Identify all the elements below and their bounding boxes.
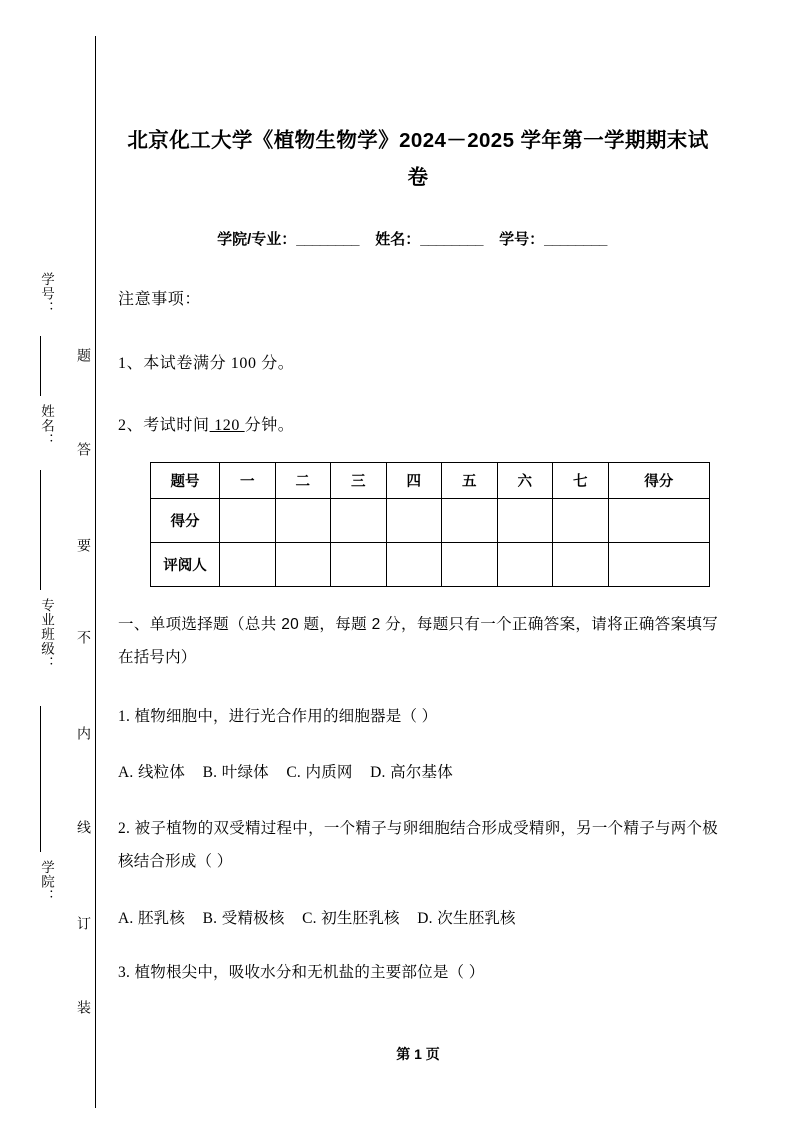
seal-char-da: 答 xyxy=(75,442,90,456)
score-table-cell[interactable] xyxy=(608,543,710,587)
option-letter: D. xyxy=(370,764,386,781)
option-letter: C. xyxy=(286,764,301,781)
question-text-3: 植物根尖中，吸收水分和无机盐的主要部位是（ ） xyxy=(134,964,485,981)
option-text: 内质网 xyxy=(305,764,353,781)
table-row xyxy=(151,463,710,499)
question-number-1: 1. xyxy=(118,708,131,725)
sidebar-label-college: 学院： xyxy=(39,860,54,904)
question-stem-3 xyxy=(118,956,718,989)
option-letter: C. xyxy=(302,910,317,927)
question-number-2: 2. xyxy=(118,820,131,837)
seal-char-nei: 内 xyxy=(75,726,90,740)
score-table-cell: 六 xyxy=(497,463,553,499)
notice-item-2-suffix: 分钟。 xyxy=(244,417,295,434)
seal-char-bu: 不 xyxy=(75,630,90,644)
score-table-cell[interactable] xyxy=(220,499,276,543)
score-table-cell[interactable] xyxy=(442,499,498,543)
exam-page-body xyxy=(118,0,718,1122)
field-label-college-major: 学院/专业： xyxy=(217,231,297,248)
field-label-student-id: 学号： xyxy=(499,231,545,248)
score-table-cell[interactable] xyxy=(386,499,442,543)
option-letter: B. xyxy=(202,764,218,781)
field-blank-name[interactable]: ________ xyxy=(420,231,483,248)
score-table-cell[interactable] xyxy=(275,543,331,587)
binding-divider-line xyxy=(95,36,96,1108)
table-row xyxy=(151,543,710,587)
option-letter: B. xyxy=(202,910,218,927)
sidebar-rule xyxy=(40,336,41,396)
question-text-2: 被子植物的双受精过程中，一个精子与卵细胞结合形成受精卵，另一个精子与两个极核结合形成（ ） xyxy=(118,820,718,870)
sidebar-label-name: 姓名： xyxy=(39,404,54,448)
field-blank-college-major[interactable]: ________ xyxy=(296,231,360,248)
student-info-line xyxy=(118,228,718,249)
option-letter: A. xyxy=(118,910,134,927)
score-table-row-header: 题号 xyxy=(151,463,220,499)
sidebar-rule xyxy=(40,470,41,590)
page-footer: 第 1 页 xyxy=(396,1046,440,1062)
option-1-a[interactable] xyxy=(118,764,185,781)
option-1-b[interactable] xyxy=(203,764,269,781)
option-letter: D. xyxy=(417,910,433,927)
table-row xyxy=(151,499,710,543)
sidebar-label-student-id: 学号： xyxy=(39,272,54,316)
question-stem-2 xyxy=(118,812,718,878)
notice-heading: 注意事项： xyxy=(118,291,202,308)
score-table xyxy=(150,462,710,587)
option-text: 次生胚乳核 xyxy=(437,910,516,927)
option-1-d[interactable] xyxy=(370,764,453,781)
option-text: 受精极核 xyxy=(221,910,285,927)
seal-char-xian: 线 xyxy=(75,820,90,834)
score-table-cell[interactable] xyxy=(386,543,442,587)
score-table-cell[interactable] xyxy=(553,543,609,587)
student-info-field xyxy=(217,231,359,248)
score-table-cell[interactable] xyxy=(497,499,553,543)
option-2-c[interactable] xyxy=(302,910,400,927)
score-table-cell[interactable] xyxy=(331,543,387,587)
score-table-row-header: 得分 xyxy=(151,499,220,543)
option-1-c[interactable] xyxy=(286,764,352,781)
option-2-b[interactable] xyxy=(203,910,285,927)
score-table-cell: 三 xyxy=(331,463,387,499)
option-letter: A. xyxy=(118,764,134,781)
option-text: 胚乳核 xyxy=(137,910,186,927)
question-options-1 xyxy=(118,756,718,789)
score-table-cell: 七 xyxy=(553,463,609,499)
seal-char-zhuang: 装 xyxy=(75,1000,90,1014)
option-2-a[interactable] xyxy=(118,910,185,927)
score-table-cell: 五 xyxy=(442,463,498,499)
score-table-cell[interactable] xyxy=(497,543,553,587)
score-table-cell: 四 xyxy=(386,463,442,499)
notice-exam-duration: 120 xyxy=(209,417,245,434)
score-table-cell[interactable] xyxy=(275,499,331,543)
score-table-cell: 得分 xyxy=(608,463,710,499)
question-options-2 xyxy=(118,902,718,935)
page-title: 北京化工大学《植物生物学》2024－2025 学年第一学期期末试卷 xyxy=(127,129,709,189)
option-text: 高尔基体 xyxy=(390,764,453,781)
score-table-cell[interactable] xyxy=(553,499,609,543)
sidebar-label-class: 专业班级： xyxy=(39,598,54,671)
notice-item-2 xyxy=(118,412,718,435)
student-info-field xyxy=(375,231,483,248)
option-text: 叶绿体 xyxy=(221,764,269,781)
option-text: 初生胚乳核 xyxy=(321,910,400,927)
score-table-cell[interactable] xyxy=(220,543,276,587)
notice-item-1: 1、本试卷满分 100 分。 xyxy=(118,355,295,372)
question-number-3: 3. xyxy=(118,964,131,981)
notice-item-2-prefix: 2、考试时间 xyxy=(118,417,210,434)
score-table-row-header: 评阅人 xyxy=(151,543,220,587)
score-table-cell: 二 xyxy=(275,463,331,499)
student-info-field xyxy=(499,231,607,248)
sidebar-rule xyxy=(40,706,41,852)
field-label-name: 姓名： xyxy=(375,231,421,248)
question-text-1: 植物细胞中，进行光合作用的细胞器是（ ） xyxy=(134,708,438,725)
seal-char-ding: 订 xyxy=(75,916,90,930)
section-heading-1: 一、单项选择题（总共 20 题，每题 2 分，每题只有一个正确答案，请将正确答案填写在括号内） xyxy=(118,616,718,666)
score-table-cell: 一 xyxy=(220,463,276,499)
score-table-cell[interactable] xyxy=(608,499,710,543)
score-table-cell[interactable] xyxy=(442,543,498,587)
seal-char-yao: 要 xyxy=(75,538,90,552)
question-stem-1 xyxy=(118,700,718,733)
option-2-d[interactable] xyxy=(417,910,516,927)
option-text: 线粒体 xyxy=(137,764,186,781)
binding-sidebar xyxy=(0,0,96,1122)
seal-char-ti: 题 xyxy=(75,348,90,362)
field-blank-student-id[interactable]: ________ xyxy=(544,231,607,248)
score-table-cell[interactable] xyxy=(331,499,387,543)
